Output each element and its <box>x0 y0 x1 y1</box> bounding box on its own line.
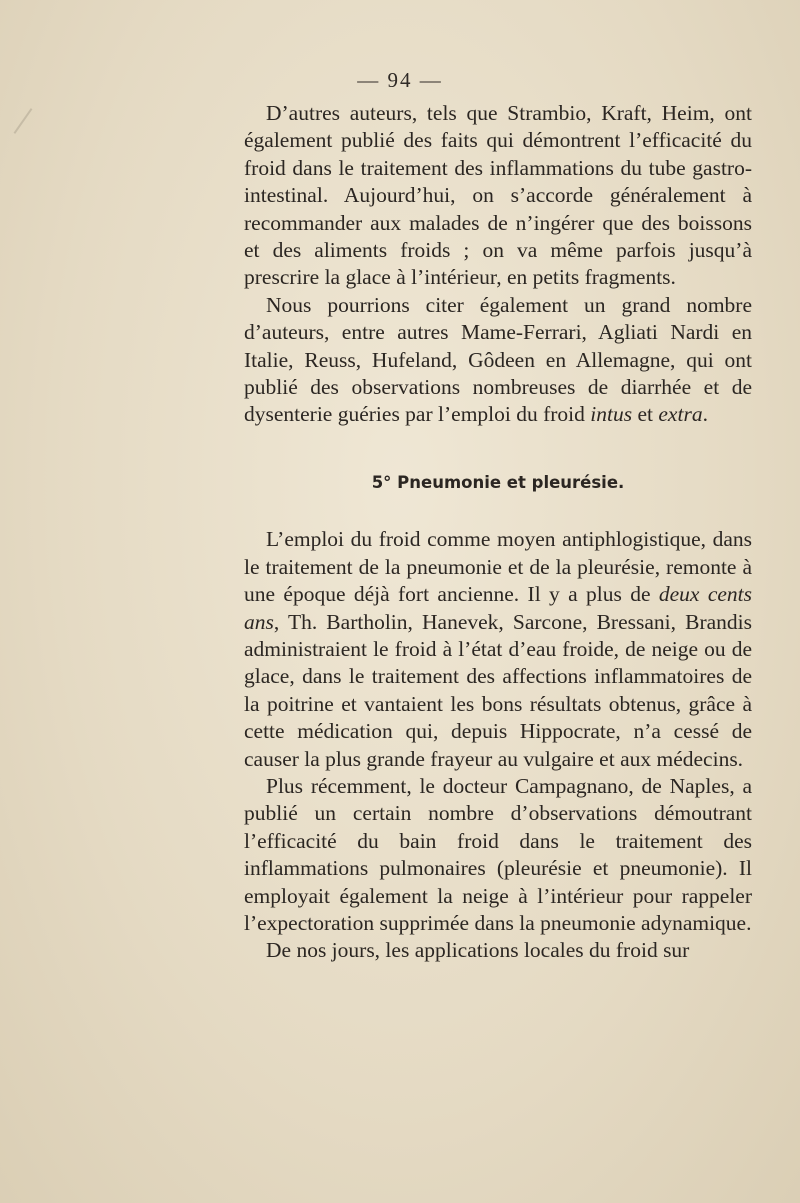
paragraph-2-text: Nous pourrions citer également un grand nombre d’auteurs, entre autres Mame-Ferrari, Agliati Nardi en Italie, Reuss, Hufeland, Gôdeen en Allemagne, qui ont publié des observations nombreuses de diarrhée et de dysenterie guéries par l’emploi du froid <box>244 292 752 427</box>
paragraph-3-rest: , Th. Bartholin, Hanevek, Sarcone, Bressani, Brandis administraient le froid à l’état d’eau froide, de neige ou de glace, dans le traitement des affections inflammatoires de la poitrine et vantaient les bons résultats obtenus, grâce à cette médication qui, depuis Hippocrate, n’a cessé de causer la plus grande frayeur au vulgaire et aux médecins. <box>244 609 752 771</box>
body-text <box>244 100 752 965</box>
paragraph-1: D’autres auteurs, tels que Strambio, Kraft, Heim, ont également publié des faits qui démontrent l’efficacité du froid dans le traitement des inflammations du tube gastro-intestinal. Aujourd’hui, on s’accorde généralement à recommander aux malades de n’ingérer que des boissons et des aliments froids ; on va même parfois jusqu’à prescrire la glace à l’intérieur, en petits fragments. <box>244 101 752 290</box>
paragraph-3-text: L’emploi du froid comme moyen antiphlogistique, dans le traitement de la pneumonie et de la pleurésie, remonte à une époque déjà fort ancienne. Il y a plus de <box>244 527 752 607</box>
italic-deux-cents-ans: deux cents ans <box>244 582 752 634</box>
italic-intus: intus <box>590 402 633 427</box>
page-number: — 94 — <box>357 68 443 92</box>
section-heading: 5° Pneumonie et pleurésie. <box>371 472 625 492</box>
paragraph-5: De nos jours, les applications locales du froid sur <box>266 938 690 963</box>
paragraph-2 <box>244 292 752 429</box>
paragraph-2-conj: et <box>632 402 659 427</box>
paragraph-4: Plus récemment, le docteur Campagnano, de Naples, a publié un certain nombre d’observations démoutrant l’efficacité du bain froid dans le traitement des inflammations pulmonaires (pleurésie et pneumonie). Il employait également la neige à l’intérieur pour rappeler l’expectoration supprimée dans la pneumonie adynamique. <box>244 773 752 935</box>
page-crease <box>14 108 33 134</box>
paragraph-2-end: . <box>702 402 708 427</box>
italic-extra: extra <box>658 402 703 427</box>
paragraph-3 <box>244 526 752 773</box>
